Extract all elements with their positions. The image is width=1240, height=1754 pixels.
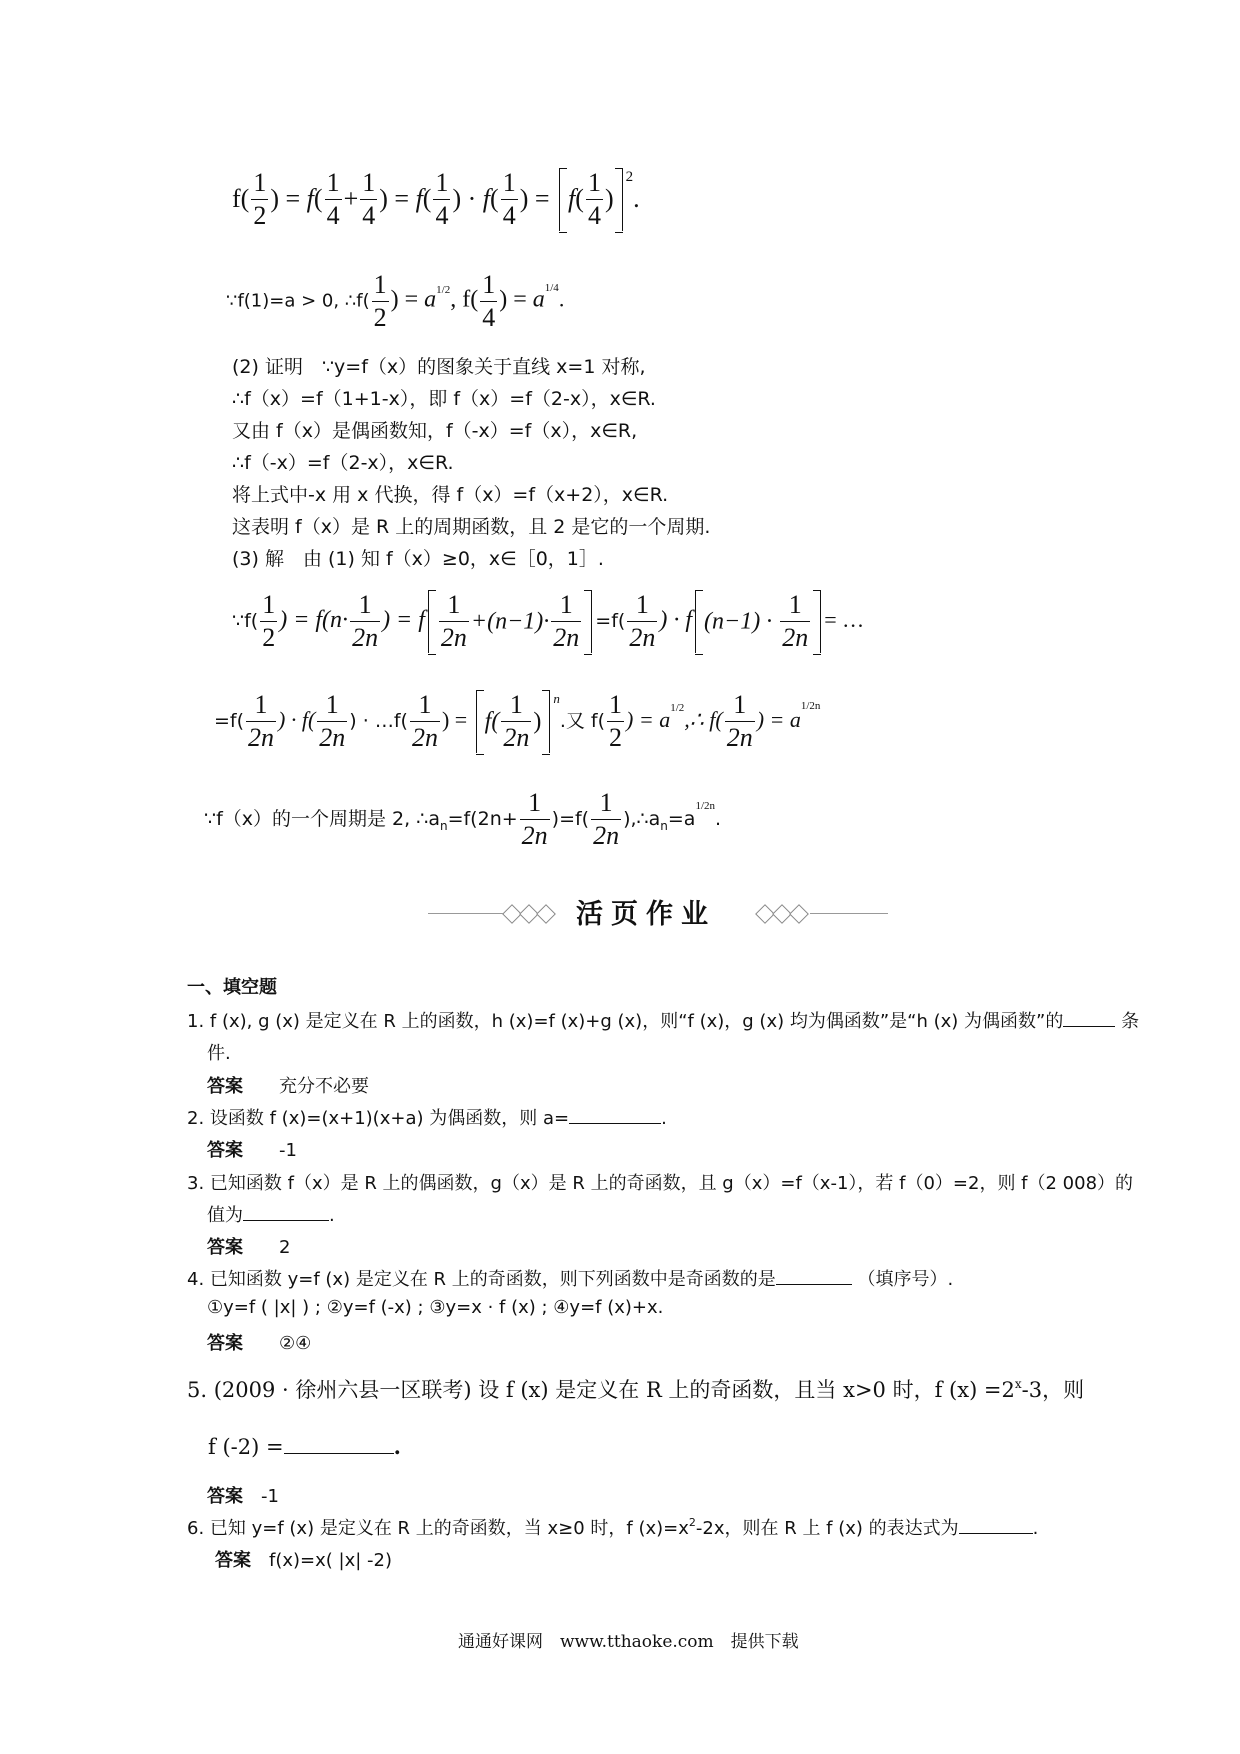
question-4-options: ①y=f ( |x| ) ; ②y=f (-x) ; ③y=x · f (x) ; ④y=f (x)+x.: [207, 1297, 664, 1318]
answer-6: 答案 f(x)=x( |x| -2): [215, 1550, 392, 1571]
equation-2: ∵f(1)=a > 0, ∴f( $\frac{1}{2}$ ) = $a^{1/2}$, f( $\frac{1}{4}$ ) = $a^{1/4}$.: [226, 270, 565, 332]
question-1-cont: 件.: [207, 1043, 231, 1064]
answer-4: 答案 ②④: [207, 1333, 312, 1354]
fraction: $\frac{1}{2n}$: [248, 690, 275, 752]
answer-2: 答案 -1: [207, 1140, 297, 1161]
diamond-ornament: [789, 904, 809, 924]
divider-right: [810, 913, 888, 914]
fraction: $\frac{1}{4}$: [502, 168, 516, 230]
proof-line-2: (2) 证明 ∵y=f（x）的图象关于直线 x=1 对称,: [232, 356, 646, 378]
answer-blank: [569, 1122, 661, 1124]
question-2: 2. 设函数 f (x)=(x+1)(x+a) 为偶函数，则 a= .: [187, 1108, 667, 1129]
fraction: $\frac{1}{2}$: [373, 270, 387, 332]
question-4: 4. 已知函数 y=f (x) 是定义在 R 上的奇函数，则下列函数中是奇函数的是 （填序号）.: [187, 1269, 954, 1290]
fraction: $\frac{1}{2}$: [262, 590, 276, 652]
equation-3: ∵f( $\frac{1}{2}$ ) = f(n· $\frac{1}{2n}$ ) = f $\frac{1}{2n}$ +(n−1)· $\frac{1}{2n}$ =f( $\frac{1}{2n}$ ) · f (n−1) · $\frac{1}{2n}$ = …: [232, 590, 865, 652]
bracket-group: $\frac{1}{2n}$ +(n−1)· $\frac{1}{2n}$: [428, 590, 592, 653]
proof-line-5: ∴f（-x）=f（2-x），x∈R.: [232, 452, 454, 474]
diamond-ornament: [536, 904, 556, 924]
fraction: $\frac{1}{2}$: [609, 690, 623, 752]
answer-blank: [243, 1219, 329, 1221]
answer-1: 答案 充分不必要: [207, 1076, 369, 1097]
fraction: $\frac{1}{2n}$: [319, 690, 346, 752]
answer-blank: [959, 1532, 1033, 1534]
fraction: $\frac{1}{2n}$: [521, 788, 548, 850]
question-5: 5. (2009 · 徐州六县一区联考) 设 f (x) 是定义在 R 上的奇函数，且当 x>0 时，f $(x) =2^x-3$，则: [187, 1377, 1085, 1402]
section-title: 活页作业: [576, 899, 716, 930]
fraction: $\frac{1}{4}$: [482, 270, 496, 332]
proof-line-3: ∴f（x）=f（1+1-x），即 f（x）=f（2-x），x∈R.: [232, 388, 656, 410]
fraction: $\frac{1}{2n}$: [726, 690, 753, 752]
equation-1: f( $\frac{1}{2}$ ) = f( $\frac{1}{4}$ + $\frac{1}{4}$ ) = f( $\frac{1}{4}$ ) · f( $\frac{1}{4}$ ) = f( $\frac{1}{4}$ )$^2$.: [232, 168, 640, 230]
fraction: $\frac{1}{2n}$: [352, 590, 379, 652]
fraction: $\frac{1}{2n}$: [593, 788, 620, 850]
proof-line-8: (3) 解 由 (1) 知 f（x）≥0，x∈［0，1］.: [232, 548, 604, 570]
question-3: 3. 已知函数 f（x）是 R 上的偶函数，g（x）是 R 上的奇函数，且 g（x）=f（x-1），若 f（0）=2，则 f（2 008）的: [187, 1173, 1134, 1194]
page-footer: 通通好课网 www.tthaoke.com 提供下载: [458, 1632, 799, 1652]
bracket-group: f( $\frac{1}{2n}$ ): [476, 690, 551, 753]
fraction: $\frac{1}{2n}$: [553, 590, 580, 652]
answer-3: 答案 2: [207, 1237, 291, 1258]
question-6: 6. 已知 y=f (x) 是定义在 R 上的奇函数，当 x≥0 时，f $(x)=x^2-2x$，则在 R 上 f (x) 的表达式为 .: [187, 1516, 1039, 1539]
equation-5: ∵f（x）的一个周期是 2, $\therefore a_n=f(2n+$ $\frac{1}{2n}$ )=f( $\frac{1}{2n}$ )$,\therefore a_n=a^{1/2n}$.: [204, 788, 722, 850]
fraction: $\frac{1}{2}$: [253, 168, 267, 230]
answer-blank: [284, 1452, 394, 1454]
fraction: $\frac{1}{2n}$: [629, 590, 656, 652]
fraction: $\frac{1}{4}$: [587, 168, 601, 230]
fraction: $\frac{1}{4}$: [362, 168, 376, 230]
fraction: $\frac{1}{2n}$: [782, 590, 809, 652]
bracket-group: (n−1) · $\frac{1}{2n}$: [695, 590, 821, 653]
fraction: $\frac{1}{4}$: [435, 168, 449, 230]
fraction: $\frac{1}{4}$: [326, 168, 340, 230]
question-3-cont: 值为 .: [207, 1205, 335, 1226]
fraction: $\frac{1}{2n}$: [503, 690, 530, 752]
fraction: $\frac{1}{2n}$: [411, 690, 438, 752]
group-title: 一、填空题: [187, 977, 277, 998]
question-5-cont: f (-2) = .: [208, 1434, 401, 1459]
equation-4: =f( $\frac{1}{2n}$ ) · f( $\frac{1}{2n}$ ) · …f( $\frac{1}{2n}$ ) = f( $\frac{1}{2n}$ )$^n$.又 f( $\frac{1}{2}$ ) = $a^{1/2},\therefore$ f( $\frac{1}{2n}$ ) = $a^{1/2n}$: [214, 690, 821, 752]
divider-left: [428, 913, 504, 914]
fraction: $\frac{1}{2n}$: [440, 590, 467, 652]
answer-blank: [776, 1283, 852, 1285]
answer-blank: [1063, 1025, 1115, 1027]
proof-line-7: 这表明 f（x）是 R 上的周期函数，且 2 是它的一个周期.: [232, 516, 711, 538]
question-1: 1. f (x), g (x) 是定义在 R 上的函数，h (x)=f (x)+g (x)，则“f (x)，g (x) 均为偶函数”是“h (x) 为偶函数”的 条: [187, 1011, 1140, 1032]
bracket-group: f( $\frac{1}{4}$ ): [559, 168, 623, 231]
proof-line-4: 又由 f（x）是偶函数知，f（-x）=f（x），x∈R,: [232, 420, 638, 442]
answer-5: 答案 -1: [207, 1486, 279, 1507]
proof-line-6: 将上式中-x 用 x 代换，得 f（x）=f（x+2），x∈R.: [232, 484, 669, 506]
